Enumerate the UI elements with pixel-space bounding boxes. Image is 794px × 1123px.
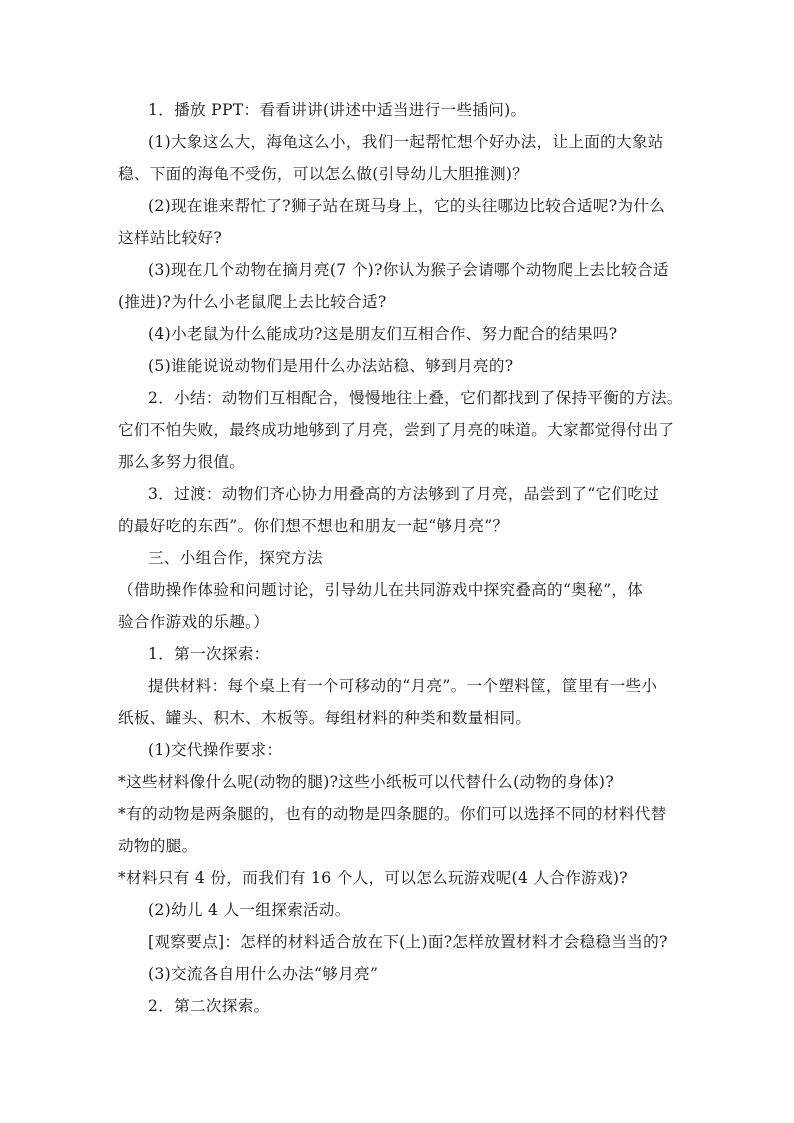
section-heading: 三、小组合作，探究方法 bbox=[148, 549, 323, 567]
text-line: 1．播放 PPT：看看讲讲(讲述中适当进行一些插问)。 bbox=[148, 101, 527, 119]
text-line: *有的动物是两条腿的，也有的动物是四条腿的。你们可以选择不同的材料代替 bbox=[118, 805, 667, 823]
text-line: (推进)?为什么小老鼠爬上去比较合适? bbox=[118, 293, 387, 311]
text-line: (1)大象这么大，海龟这么小，我们一起帮忙想个好办法，让上面的大象站 bbox=[148, 133, 664, 151]
text-line: 动物的腿。 bbox=[118, 837, 198, 855]
text-line: [观察要点]：怎样的材料适合放在下(上)面?怎样放置材料才会稳稳当当的? bbox=[148, 933, 668, 951]
text-line: 这样站比较好? bbox=[118, 229, 223, 247]
text-line: 那么多努力很值。 bbox=[118, 453, 246, 471]
text-line: (4)小老鼠为什么能成功?这是朋友们互相合作、努力配合的结果吗? bbox=[148, 325, 618, 343]
text-line: *这些材料像什么呢(动物的腿)?这些小纸板可以代替什么(动物的身体)? bbox=[118, 773, 614, 791]
text-line: (3)现在几个动物在摘月亮(7 个)?你认为猴子会请哪个动物爬上去比较合适 bbox=[148, 261, 669, 279]
text-line: (1)交代操作要求： bbox=[148, 741, 283, 759]
text-line: 的最好吃的东西”。你们想不想也和朋友一起“够月亮”？ bbox=[118, 517, 509, 535]
text-line: 2．第二次探索。 bbox=[148, 997, 270, 1015]
text-line: 它们不怕失败，最终成功地够到了月亮，尝到了月亮的味道。大家都觉得付出了 bbox=[118, 421, 675, 439]
text-line: 1．第一次探索： bbox=[148, 645, 270, 663]
text-line: 提供材料：每个桌上有一个可移动的“月亮”。一个塑料筐，筐里有一些小 bbox=[148, 677, 658, 695]
text-line: *材料只有 4 份，而我们有 16 个人，可以怎么玩游戏呢(4 人合作游戏)? bbox=[118, 869, 628, 887]
text-line: 稳、下面的海龟不受伤，可以怎么做(引导幼儿大胆推测)？ bbox=[118, 165, 529, 183]
text-line: (5)谁能说说动物们是用什么办法站稳、够到月亮的? bbox=[148, 357, 514, 375]
text-line: (2)现在谁来帮忙了?狮子站在斑马身上，它的头往哪边比较合适呢?为什么 bbox=[148, 197, 666, 215]
text-line: (2)幼儿 4 人一组探索活动。 bbox=[148, 901, 351, 919]
text-line: 验合作游戏的乐趣。） bbox=[118, 613, 270, 631]
text-line: (3)交流各自用什么办法“够月亮” bbox=[148, 965, 379, 983]
text-line: （借助操作体验和问题讨论，引导幼儿在共同游戏中探究叠高的“奥秘”，体 bbox=[118, 581, 644, 599]
text-line: 纸板、罐头、积木、木板等。每组材料的种类和数量相同。 bbox=[118, 709, 532, 727]
text-line: 3．过渡：动物们齐心协力用叠高的方法够到了月亮，品尝到了“它们吃过 bbox=[148, 485, 660, 503]
text-line: 2．小结：动物们互相配合，慢慢地往上叠，它们都找到了保持平衡的方法。 bbox=[148, 389, 683, 407]
